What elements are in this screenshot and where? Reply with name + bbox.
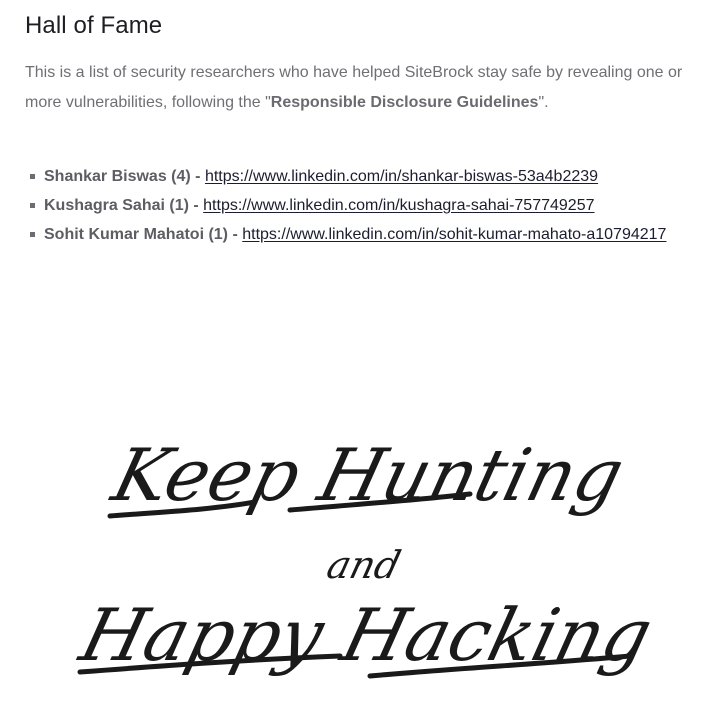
researcher-name: Kushagra Sahai (1) <box>44 197 189 214</box>
intro-text-start: This is a list of security researchers who have helped SiteBrock stay safe by revealing one or more vulnerabilities, following the " <box>25 64 683 111</box>
researcher-link[interactable]: https://www.linkedin.com/in/sohit-kumar-mahato-a10794217 <box>242 226 667 243</box>
separator: - <box>228 226 243 243</box>
separator: - <box>188 197 204 214</box>
intro-paragraph <box>25 58 695 118</box>
keep-hunting-script-art <box>40 420 680 700</box>
researcher-link[interactable]: https://www.linkedin.com/in/shankar-biswas-53a4b2239 <box>204 168 599 185</box>
intro-text-bold: Responsible Disclosure Guidelines <box>270 94 539 111</box>
list-item <box>25 162 695 191</box>
bullet-icon <box>30 232 35 237</box>
script-line-happy-hacking: Happy Hacking <box>72 594 660 678</box>
separator: - <box>190 168 205 185</box>
researcher-name: Sohit Kumar Mahatoi (1) <box>44 226 229 243</box>
script-line-keep-hunting: Keep Hunting <box>104 434 632 518</box>
page-title: Hall of Fame <box>25 12 163 39</box>
researcher-list <box>25 162 695 249</box>
bullet-icon <box>30 174 35 179</box>
intro-text-end: ". <box>538 94 549 111</box>
script-line-and: and <box>322 543 405 588</box>
researcher-name: Shankar Biswas (4) <box>44 168 191 185</box>
bullet-icon <box>30 203 35 208</box>
researcher-link[interactable]: https://www.linkedin.com/in/kushagra-sahai-757749257 <box>203 197 595 214</box>
list-item <box>25 191 695 220</box>
list-item <box>25 220 695 249</box>
